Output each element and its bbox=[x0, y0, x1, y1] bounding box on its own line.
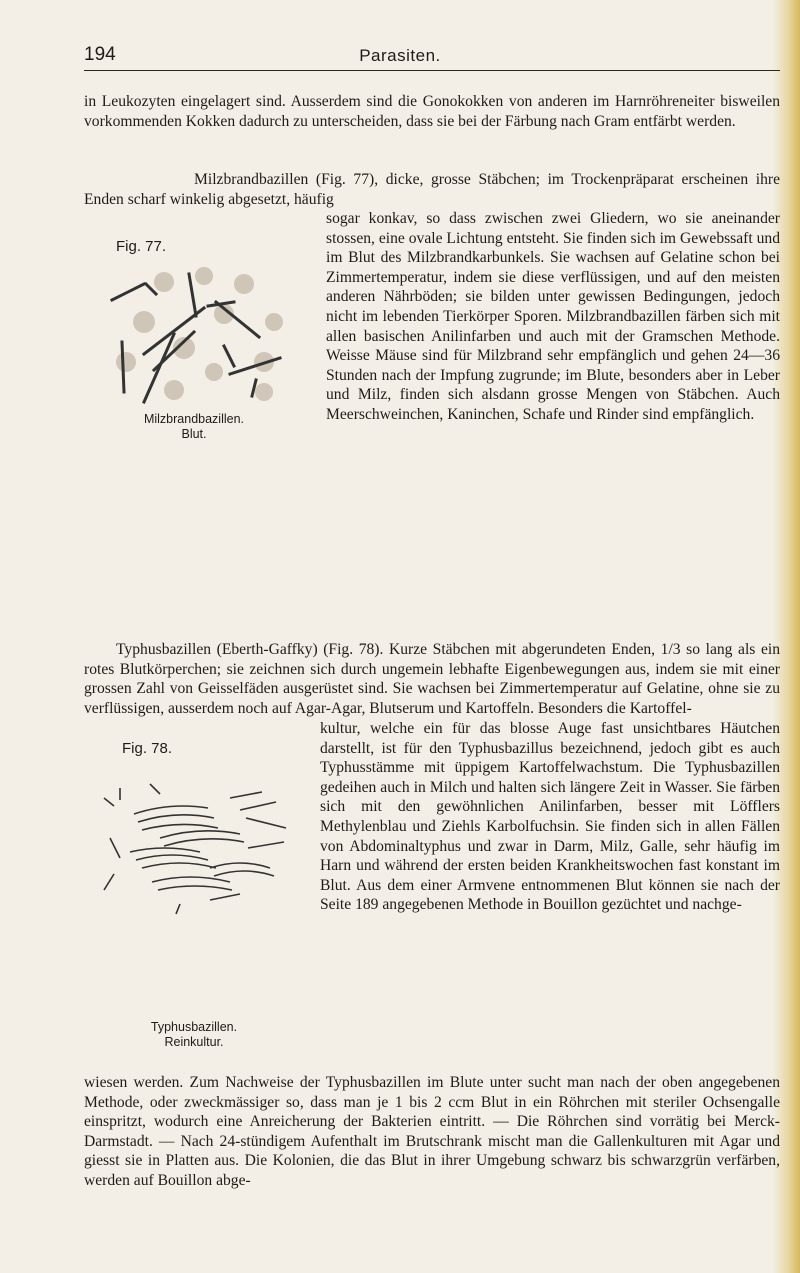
figure-77-caption bbox=[84, 412, 304, 442]
paragraph-typhus-nachweis: wiesen werden. Zum Nachweise der Typhusbazillen im Blute unter sucht man nach der oben angegebenen Methode, oder zweckmässiger so, dass man je 1 bis 2 ccm Blut in ein Röhrchen mit steriler Ochsengalle einspritzt, wodurch eine Anreicherung der Bakterien eintritt. — Die Röhrchen sind vorrätig bei Merck-Darmstadt. — Nach 24-stündigem Aufenthalt im Brutschrank mischt man die Gallenkulturen mit Agar und giesst sie in Platten aus. Die Kolonien, die das Blut in ihrer Umgebung schwarz bis schwarzgrün verfärben, werden auf Bouillon abge- bbox=[84, 1074, 780, 1189]
figure-77-label: Fig. 77. bbox=[116, 238, 167, 255]
figure-77-caption-subtitle: Blut. bbox=[181, 427, 207, 441]
figure-78-caption-subtitle: Reinkultur. bbox=[164, 1035, 224, 1049]
paragraph-gonokokken: in Leukozyten eingelagert sind. Ausserdem sind die Gonokokken von anderen im Harnröhreneiter bisweilen vorkommenden Kokken dadurch zu unterscheiden, dass sie bei der Färbung nach Gram entfärbt werden. bbox=[84, 93, 780, 130]
figure-77-caption-title: Milzbrandbazillen. bbox=[143, 412, 245, 426]
figure-78-typhus-illustration bbox=[90, 778, 295, 918]
figure-78-caption-title: Typhusbazillen. bbox=[150, 1020, 238, 1034]
figure-77-milzbrand-illustration bbox=[84, 262, 299, 412]
header-rule bbox=[84, 70, 780, 71]
figure-78-label: Fig. 78. bbox=[122, 740, 173, 757]
page-number: 194 bbox=[84, 44, 116, 65]
paragraph-milzbrand-intro: Milzbrandbazillen (Fig. 77), dicke, grosse Stäbchen; im Trockenpräparat erscheinen ihre Enden scharf winkelig abgesetzt, häufig bbox=[84, 171, 780, 208]
page-header: Parasiten. bbox=[359, 46, 441, 65]
figure-78-caption bbox=[84, 1020, 304, 1050]
paragraph-typhus-body: kultur, welche ein für das blosse Auge fast unsichtbares Häutchen darstellt, ist für den Typhusbazillus bezeichnend, jedoch gibt es auch Typhusstämme mit üppigem Kartoffelwachstum. Die Typhusbazillen gedeihen auch in Milch und halten sich längere Zeit in Wasser. Sie färben sich mit den gewöhnlichen Anilinfarben, besser mit Löfflers Methylenblau und Ziehls Karbolfuchsin. Sie finden sich in allen Fällen von Abdominaltyphus und zwar in Darm, Milz, Galle, sehr häufig im Harn und während der ersten beiden Krankheitswochen fast konstant im Blut. Aus dem einer Armvene entnommenen Blut können sie nach der Seite 189 angegebenen Methode in Bouillon gezüchtet und nachge- bbox=[320, 720, 780, 914]
paragraph-milzbrand-body: sogar konkav, so dass zwischen zwei Gliedern, wo sie aneinander stossen, eine ovale Lichtung entsteht. Sie finden sich im Gewebssaft und im Blut des Milzbrandkarbunkels. Sie wachsen auf Gelatine schon bei Zimmertemperatur, indem sie diese verflüssigen, und auf den meisten anderen Nährböden; sie bilden unter gewissen Bedingungen, jedoch nicht im lebenden Tierkörper Sporen. Milzbrandbazillen färben sich mit allen basischen Anilinfarben und auch mit der Gramschen Methode. Weisse Mäuse sind für Milzbrand sehr empfänglich und gehen 24—36 Stunden nach der Impfung zugrunde; im Blute, besonders aber in Leber und Milz, finden sich alsdann grosse Mengen von Stäbchen. Auch Meerschweinchen, Kaninchen, Schafe und Rinder sind empfänglich. bbox=[326, 210, 780, 423]
paragraph-typhus-intro: Typhusbazillen (Eberth-Gaffky) (Fig. 78). Kurze Stäbchen mit abgerundeten Enden, 1/3 so lang als ein rotes Blutkörperchen; sie zeichnen sich durch ungemein lebhafte Eigenbewegungen aus, indem sie mit einer grossen Zahl von Geisselfäden ausgerüstet sind. Sie wachsen bei Zimmertemperatur auf Gelatine, ohne sie zu verflüssigen, ausserdem noch auf Agar-Agar, Blutserum und Kartoffeln. Besonders die Kartoffel- bbox=[84, 641, 780, 717]
